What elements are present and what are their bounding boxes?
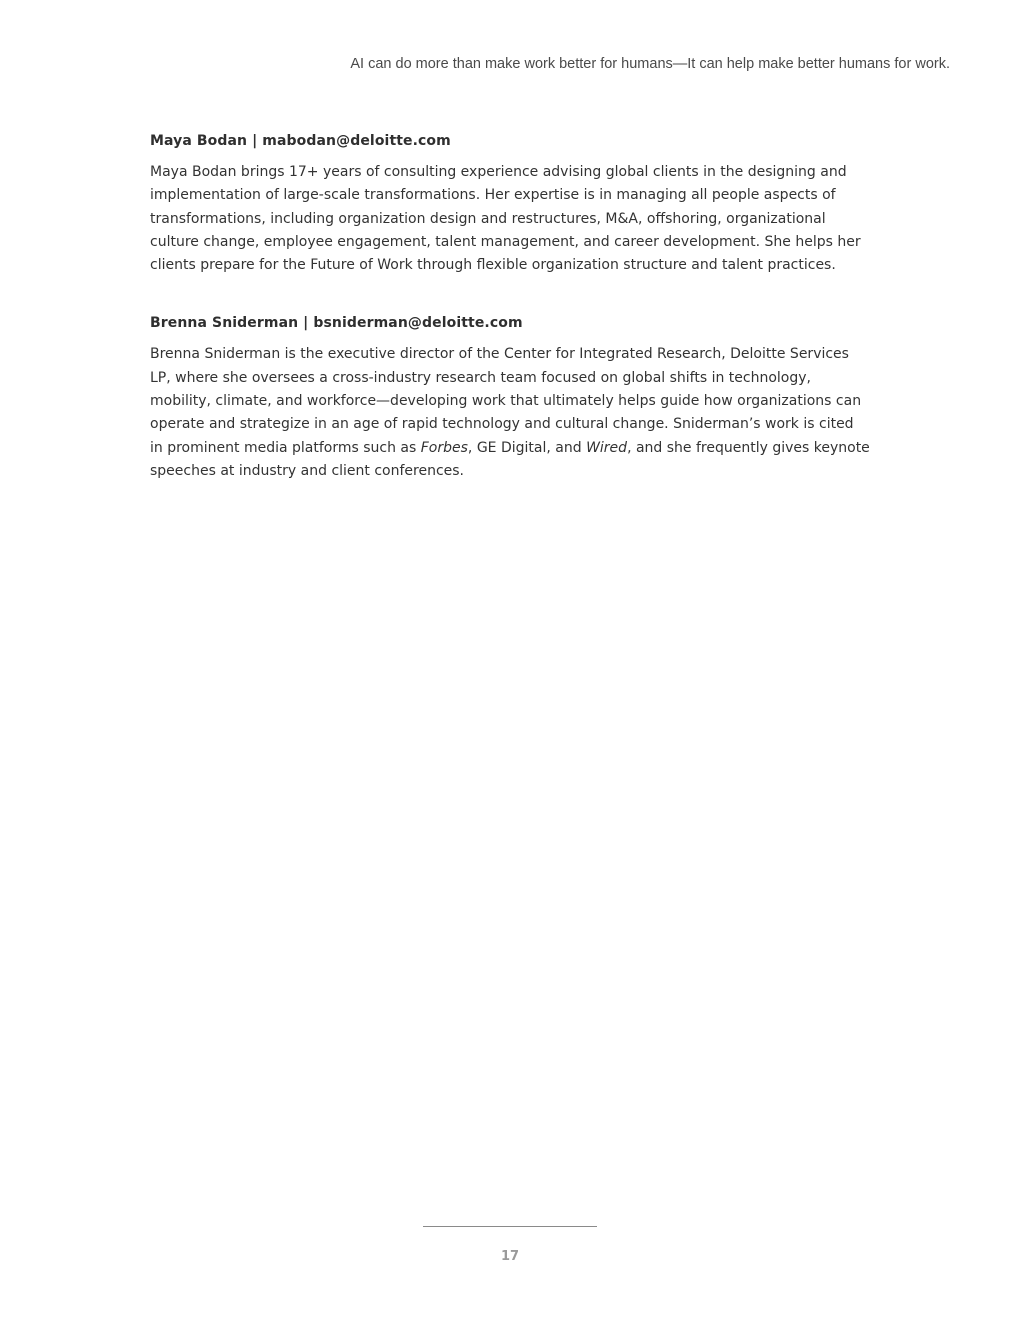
bio-maya-bodan xyxy=(150,131,870,277)
bio-text: Maya Bodan brings 17+ years of consulting experience advising global clients in the designing and implementation of large-scale transformations. Her expertise is in managing all people aspects of transformations, including organization design and restructures, M&A, offshoring, organizational culture change, employee engagement, talent management, and career development. She helps her clients prepare for the Future of Work through flexible organization structure and talent practices. xyxy=(150,164,861,274)
author-email: mabodan@deloitte.com xyxy=(262,133,451,149)
bio-brenna-sniderman xyxy=(150,313,870,483)
publication-name: Wired xyxy=(586,439,628,456)
bio-text xyxy=(150,343,870,483)
bio-text-part: , and she frequently gives keynote speeches at industry and client conferences. xyxy=(150,439,870,479)
bio-text-part: Brenna Sniderman is the executive director of the Center for Integrated Research, Deloitte Services LP, where she oversees a cross-industry research team focused on global shifts in technology, mobility, climate, and workforce—developing work that ultimately helps guide how organizations can operate and strategize in an age of rapid technology and cultural change. Sniderman’s work is cited in prominent media platforms such as xyxy=(150,346,862,456)
author-email: bsniderman@deloitte.com xyxy=(313,315,523,332)
bio-heading xyxy=(150,131,870,151)
heading-separator: | xyxy=(298,315,314,332)
running-header-tagline: AI can do more than make work better for humans—It can help make better humans for work. xyxy=(350,56,950,72)
author-name: Maya Bodan xyxy=(150,133,248,149)
heading-separator: | xyxy=(247,133,263,149)
bio-heading xyxy=(150,313,870,333)
publication-name: Forbes xyxy=(420,439,468,456)
author-bios xyxy=(150,131,870,519)
page-number: 17 xyxy=(500,1249,520,1264)
footer-divider xyxy=(423,1226,597,1227)
bio-text-part: , GE Digital, and xyxy=(467,439,587,456)
author-name: Brenna Sniderman xyxy=(150,315,299,332)
